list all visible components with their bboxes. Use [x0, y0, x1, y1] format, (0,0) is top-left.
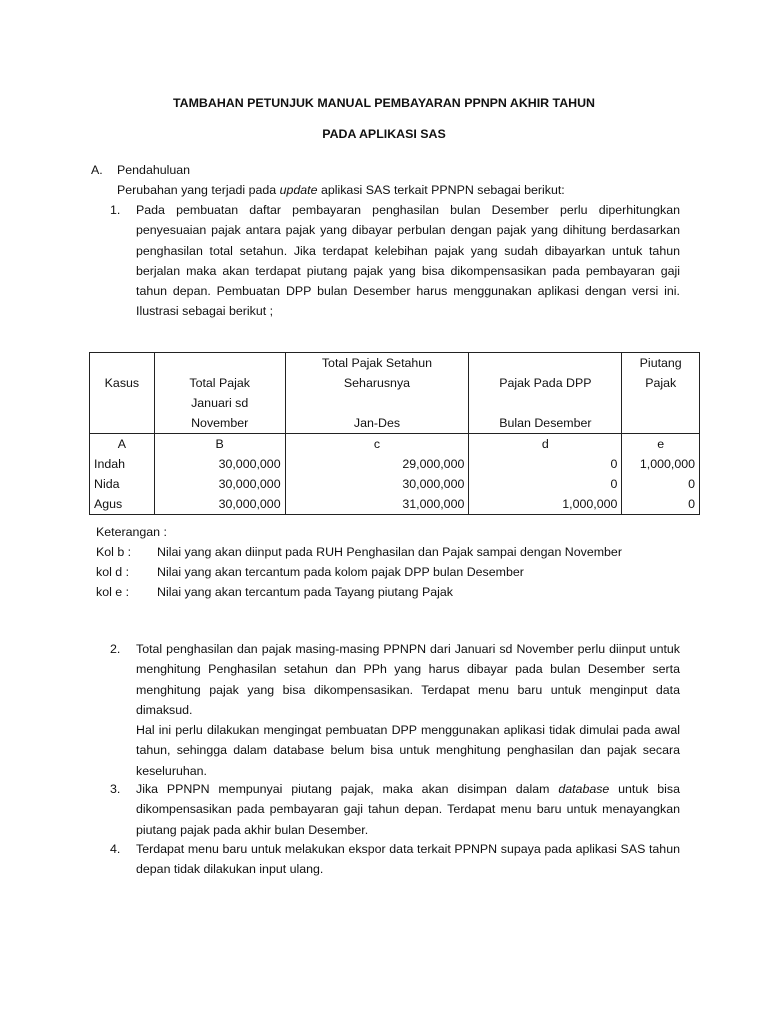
section-letter: A. — [91, 163, 103, 177]
note-value: Nilai yang akan diinput pada RUH Penghasilan dan Pajak sampai dengan November — [157, 545, 622, 559]
table-cell: A — [90, 434, 155, 455]
table-cell: 30,000,000 — [285, 474, 469, 494]
header-total-pajak: Total Pajak Januari sd November — [154, 353, 285, 434]
notes-heading: Keterangan : — [96, 525, 167, 539]
document-title: TAMBAHAN PETUNJUK MANUAL PEMBAYARAN PPNPN AKHIR TAHUN — [173, 96, 595, 110]
table-cell: Nida — [90, 474, 155, 494]
table-cell: Indah — [90, 454, 155, 474]
table-cell: Agus — [90, 494, 155, 515]
table-cell: c — [285, 434, 469, 455]
table-row-letters — [90, 434, 700, 455]
header-piutang-pajak: Piutang Pajak — [622, 353, 700, 434]
table-cell: 30,000,000 — [154, 494, 285, 515]
list-item-paragraph: Hal ini perlu dilakukan mengingat pembuatan DPP menggunakan aplikasi tidak dimulai pada awal tahun, sehingga dalam database belum bisa untuk menghitung penghasilan dan pajak secara keseluruhan. — [136, 723, 680, 778]
table-cell: 0 — [469, 454, 622, 474]
note-value: Nilai yang akan tercantum pada kolom pajak DPP bulan Desember — [157, 565, 524, 579]
list-item-text — [136, 779, 680, 840]
text-segment: Jika PPNPN mempunyai piutang pajak, maka akan disimpan dalam — [136, 782, 559, 796]
header-pajak-dpp: Pajak Pada DPP Bulan Desember — [469, 353, 622, 434]
note-row — [96, 542, 622, 562]
notes-section — [96, 522, 622, 602]
header-total-setahun: Total Pajak Setahun Seharusnya Jan-Des — [285, 353, 469, 434]
note-value: Nilai yang akan tercantum pada Tayang piutang Pajak — [157, 585, 453, 599]
table-cell: d — [469, 434, 622, 455]
table-cell: 29,000,000 — [285, 454, 469, 474]
list-item-text: Terdapat menu baru untuk melakukan ekspor data terkait PPNPN supaya pada aplikasi SAS tahun depan tidak dilakukan input ulang. — [136, 842, 680, 877]
header-kasus: Kasus — [90, 353, 155, 434]
note-row — [96, 582, 453, 602]
list-item-paragraph: Total penghasilan dan pajak masing-masing PPNPN dari Januari sd November perlu diinput untuk menghitung Penghasilan setahun dan PPh yang harus dibayar pada bulan Desember serta menghitung pajak yang bisa dikompensasikan. Terdapat menu baru untuk menginput data dimaksud. — [136, 642, 680, 717]
note-key: Kol b : — [96, 545, 132, 559]
list-number: 1. — [110, 203, 121, 217]
list-item-text — [136, 639, 680, 781]
table-cell: 0 — [622, 474, 700, 494]
table-cell: B — [154, 434, 285, 455]
list-number: 3. — [110, 782, 121, 796]
illustration-table — [89, 352, 700, 515]
list-item-1 — [110, 200, 680, 322]
intro-italic-term: update — [279, 183, 318, 197]
table-cell: 30,000,000 — [154, 454, 285, 474]
note-key: kol e : — [96, 585, 130, 599]
list-number: 2. — [110, 642, 121, 656]
table-row — [90, 494, 700, 515]
list-item-3 — [110, 779, 680, 840]
note-key: kol d : — [96, 565, 130, 579]
list-number: 4. — [110, 842, 121, 856]
italic-term: database — [558, 782, 610, 796]
table-cell: 31,000,000 — [285, 494, 469, 515]
table-cell: 1,000,000 — [469, 494, 622, 515]
intro-text-start: Perubahan yang terjadi pada — [117, 183, 280, 197]
section-heading: Pendahuluan — [117, 163, 191, 177]
document-subtitle: PADA APLIKASI SAS — [322, 127, 446, 141]
table-row — [90, 454, 700, 474]
list-item-text: Pada pembuatan daftar pembayaran penghasilan bulan Desember perlu diperhitungkan penyesuaian pajak antara pajak yang dibayar perbulan dengan pajak yang dihitung berdasarkan penghasilan total setahun. Jika terdapat kelebihan pajak yang sudah dibayarkan untuk tahun berjalan maka akan terdapat piutang pajak yang bisa dikompensasikan pada pembayaran gaji tahun depan. Pembuatan DPP bulan Desember harus menggunakan aplikasi dengan versi ini. Ilustrasi sebagai berikut ; — [136, 203, 680, 319]
table-cell: 0 — [469, 474, 622, 494]
table-cell: 30,000,000 — [154, 474, 285, 494]
table-row — [90, 474, 700, 494]
note-row — [96, 562, 524, 582]
section-intro — [117, 180, 565, 200]
table-cell: 1,000,000 — [622, 454, 700, 474]
list-item-4 — [110, 839, 680, 880]
table-cell: e — [622, 434, 700, 455]
table-cell: 0 — [622, 494, 700, 515]
intro-text-end: aplikasi SAS terkait PPNPN sebagai berikut: — [317, 183, 565, 197]
list-item-2 — [110, 639, 680, 781]
text-segment: untuk bisa dikompensasikan pada pembayaran gaji tahun depan. Terdapat menu baru untuk menayangkan piutang pajak pada akhir bulan Desember. — [136, 782, 680, 837]
